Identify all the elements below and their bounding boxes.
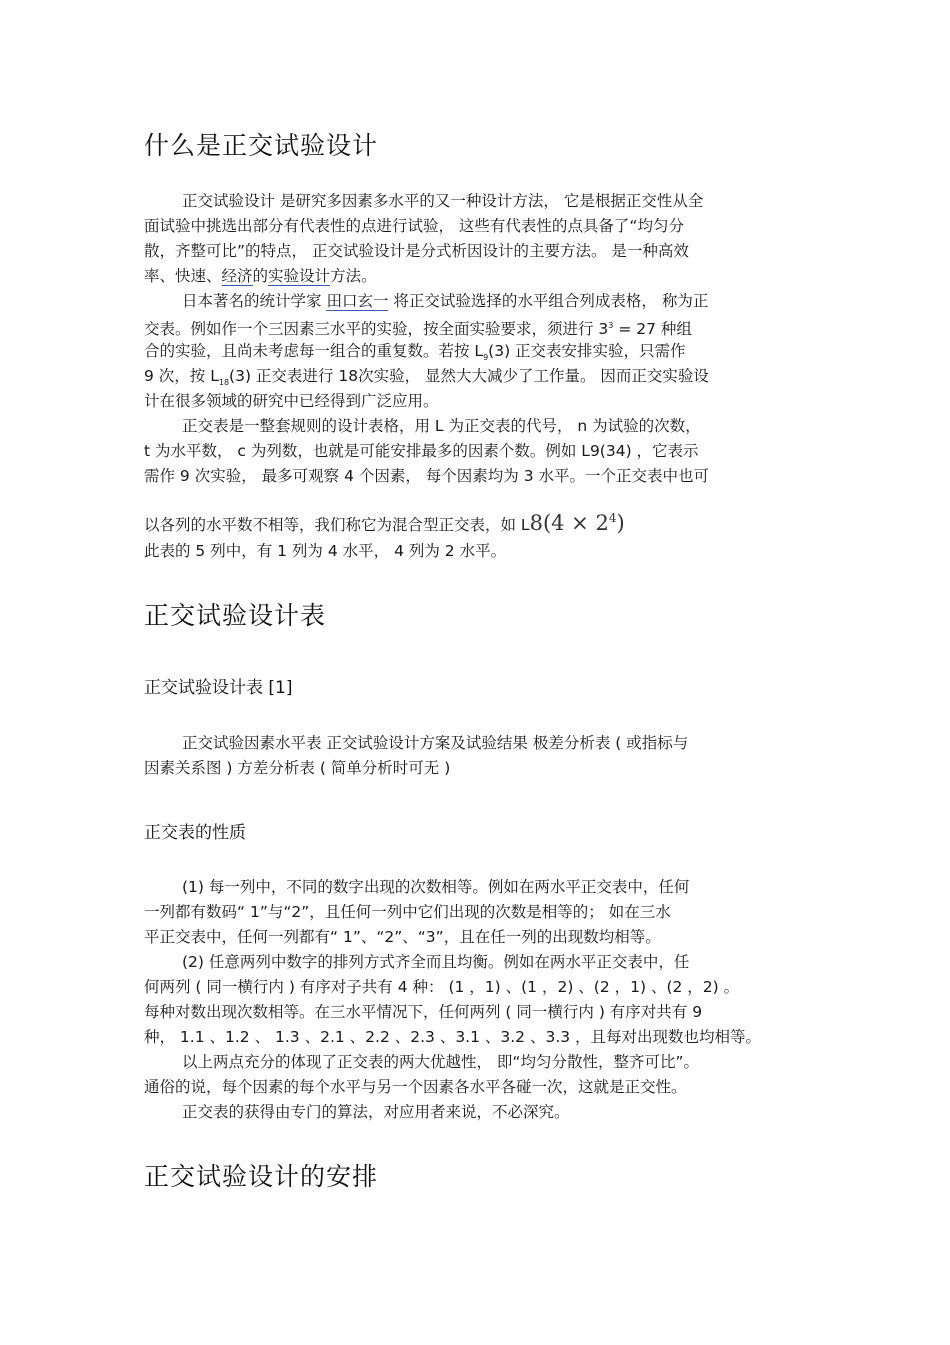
- link-taguchi[interactable]: 田口玄一: [326, 292, 389, 310]
- paragraph-line: 因素关系图 ) 方差分析表 ( 简单分析时可无 ): [144, 759, 451, 777]
- subheading-design-table: 正交试验设计表 [1]: [144, 678, 293, 698]
- text-span: 9 次，按 L: [144, 367, 219, 385]
- subscript: 9: [483, 353, 489, 363]
- section-title-what-is: 什么是正交试验设计: [144, 131, 379, 160]
- paragraph-line: 每种对数出现次数相等。在三水平情况下，任何两列 ( 同一横行内 ) 有序对共有 9: [144, 1003, 703, 1021]
- text-span: (3) 正交表安排实验，只需作: [488, 342, 686, 360]
- paragraph-line: 计在很多领域的研究中已经得到广泛应用。: [144, 392, 439, 410]
- paragraph-line: 以上两点充分的体现了正交表的两大优越性， 即“均匀分散性，整齐可比”。: [182, 1053, 699, 1071]
- paragraph-line: [144, 341, 686, 368]
- text-span: 交表。例如作一个三因素三水平的实验，按全面实验要求，须进行 3: [144, 320, 609, 339]
- text-span: 日本著名的统计学家: [182, 292, 322, 310]
- paragraph-line: (1) 每一列中，不同的数字出现的次数相等。例如在两水平正交表中，任何: [182, 878, 690, 896]
- formula-close: ): [616, 511, 625, 535]
- text-span: 将正交试验选择的水平组合列成表格， 称为正: [393, 292, 709, 310]
- text-span: 合的实验，且尚未考虑每一组合的重复数。若按 L: [144, 342, 484, 360]
- section-title-arrangement: 正交试验设计的安排: [144, 1162, 379, 1191]
- superscript: 3: [608, 321, 614, 330]
- paragraph-line: 正交表的获得由专门的算法，对应用者来说，不必深究。: [182, 1103, 570, 1121]
- paragraph-line: 面试验中挑选出部分有代表性的点进行试验， 这些有代表性的点具备了“均匀分: [144, 217, 684, 235]
- link-experiment-design[interactable]: 实验设计: [268, 267, 331, 285]
- subscript: 18: [218, 378, 230, 388]
- paragraph-line: 何两列 ( 同一横行内 ) 有序对子共有 4 种： (1 ，1) 、(1 ，2) 、(2 ，1) 、(2 ，2) 。: [144, 978, 740, 996]
- paragraph-line: 种， 1.1 、1.2 、 1.3 、2.1 、2.2 、2.3 、3.1 、3.2 、3.3 ，且每对出现数也均相等。: [144, 1028, 762, 1046]
- text-span: 方法。: [330, 267, 377, 285]
- paragraph-line: 需作 9 次实验， 最多可观察 4 个因素， 每个因素均为 3 水平。一个正交表中也可: [144, 467, 710, 485]
- formula-sup: 4: [608, 511, 617, 525]
- text-span: = 27 种组: [613, 320, 692, 339]
- paragraph-line: [144, 316, 692, 339]
- paragraph-line: (2) 任意两列中数字的排列方式齐全而且均衡。例如在两水平正交表中，任: [182, 953, 690, 971]
- text-span: 率、快速、: [144, 267, 222, 285]
- paragraph-line: [144, 508, 625, 535]
- paragraph-line: [144, 266, 377, 286]
- text-span: 以各列的水平数不相等，我们称它为混合型正交表，如 L: [144, 516, 530, 534]
- paragraph-line: 此表的 5 列中，有 1 列为 4 水平， 4 列为 2 水平。: [144, 542, 507, 560]
- formula-image: [530, 511, 625, 535]
- paragraph-line: 通俗的说，每个因素的每个水平与另一个因素各水平各碰一次，这就是正交性。: [144, 1078, 687, 1096]
- paragraph-line: 散，齐整可比”的特点， 正交试验设计是分式析因设计的主要方法。 是一种高效: [144, 242, 689, 260]
- text-span: (3) 正交表进行 18次实验， 显然大大减少了工作量。 因而正交实验设: [229, 367, 709, 385]
- paragraph-line: [144, 366, 709, 393]
- subheading-properties: 正交表的性质: [144, 823, 246, 843]
- formula-base: 8(4 × 2: [529, 511, 609, 535]
- paragraph-line: 正交试验设计 是研究多因素多水平的又一种设计方法， 它是根据正交性从全: [182, 192, 704, 210]
- text-span: 的: [252, 267, 269, 285]
- paragraph-line: 平正交表中，任何一列都有“ 1”、“2”、“3”，且在任一列的出现数均相等。: [144, 928, 661, 946]
- paragraph-line: [182, 291, 708, 311]
- paragraph-line: 一列都有数码“ 1”与“2”，且任何一列中它们出现的次数是相等的； 如在三水: [144, 903, 671, 921]
- paragraph-line: t 为水平数， c 为列数，也就是可能安排最多的因素个数。例如 L9(34) ，它表示: [144, 442, 699, 460]
- paragraph-line: 正交试验因素水平表 正交试验设计方案及试验结果 极差分析表 ( 或指标与: [182, 734, 689, 752]
- link-economy[interactable]: 经济: [221, 267, 253, 285]
- section-title-design-table: 正交试验设计表: [144, 601, 327, 630]
- paragraph-line: 正交表是一整套规则的设计表格，用 L 为正交表的代号， n 为试验的次数，: [182, 417, 701, 435]
